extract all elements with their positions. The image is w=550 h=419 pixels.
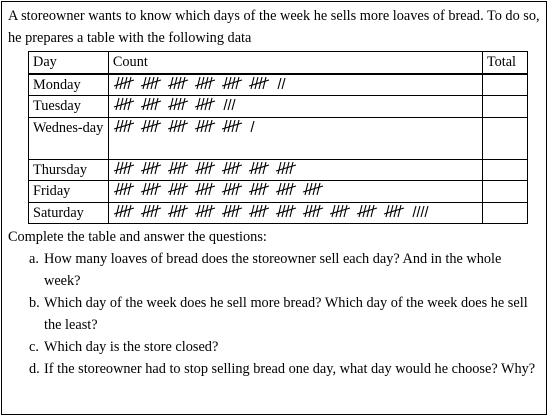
- question-letter: d.: [29, 361, 40, 377]
- question-text: If the storeowner had to stop selling bread one day, what day would he choose? Why?: [44, 361, 536, 377]
- tally-group-of-five: [303, 183, 323, 195]
- tally-group-of-five: [141, 162, 161, 174]
- tally-group-of-five: [141, 120, 161, 132]
- tally-svg: [113, 96, 478, 112]
- tally-group-of-five: [114, 120, 134, 132]
- problem-intro: A storeowner wants to know which days of the week he sells more loaves of bread. To do so, he prepares a table with the following data: [8, 8, 540, 46]
- tally-group-of-five: [276, 205, 296, 217]
- tally-group-of-five: [114, 77, 134, 89]
- tally-svg: [113, 75, 478, 91]
- tally-group-of-five: [141, 205, 161, 217]
- tally-group-of-five: [222, 205, 242, 217]
- tally-marks: [108, 74, 482, 96]
- table-row: [29, 159, 528, 181]
- tally-marks: [108, 181, 482, 203]
- tally-group-of-five: [357, 205, 377, 217]
- tally-group-of-five: [141, 77, 161, 89]
- question-text: How many loaves of bread does the storeowner sell each day? And in the whole week?: [44, 251, 502, 289]
- header-count: Count: [108, 52, 482, 74]
- question-item: [29, 358, 540, 380]
- tally-group-of-five: [114, 205, 134, 217]
- tally-remainder: [224, 99, 235, 110]
- tally-group-of-five: [249, 77, 269, 89]
- question-item: [29, 292, 540, 336]
- tally-group-of-five: [141, 183, 161, 195]
- tally-group-of-five: [195, 205, 215, 217]
- tally-group-of-five: [168, 183, 188, 195]
- tally-group-of-five: [222, 77, 242, 89]
- tally-group-of-five: [168, 98, 188, 110]
- header-day: Day: [29, 52, 109, 74]
- tally-marks: [108, 117, 482, 159]
- question-text: Which day of the week does he sell more bread? Which day of the week does he sell the least?: [44, 295, 528, 333]
- tally-group-of-five: [384, 205, 404, 217]
- tally-group-of-five: [222, 162, 242, 174]
- day-label: Wednes-day: [29, 117, 109, 159]
- tally-svg: [113, 118, 478, 134]
- total-blank[interactable]: [482, 159, 527, 181]
- day-label: Tuesday: [29, 96, 109, 118]
- table-row: [29, 96, 528, 118]
- question-text: Which day is the store closed?: [44, 339, 219, 355]
- tally-remainder: [251, 121, 254, 132]
- day-label: Saturday: [29, 202, 109, 224]
- tally-marks: [108, 202, 482, 224]
- total-blank[interactable]: [482, 117, 527, 159]
- question-letter: c.: [29, 339, 39, 355]
- tally-group-of-five: [114, 162, 134, 174]
- tally-group-of-five: [303, 205, 323, 217]
- day-label: Friday: [29, 181, 109, 203]
- total-blank[interactable]: [482, 74, 527, 96]
- tally-group-of-five: [276, 183, 296, 195]
- question-letter: b.: [29, 295, 40, 311]
- tally-table: [28, 51, 528, 224]
- question-item: [29, 336, 540, 358]
- table-row: [29, 74, 528, 96]
- table-row: [29, 181, 528, 203]
- table-row: [29, 202, 528, 224]
- tally-group-of-five: [249, 205, 269, 217]
- questions-intro: Complete the table and answer the questions:: [8, 229, 267, 245]
- tally-group-of-five: [195, 120, 215, 132]
- tally-group-of-five: [195, 183, 215, 195]
- question-item: [29, 248, 540, 292]
- tally-group-of-five: [222, 183, 242, 195]
- tally-group-of-five: [195, 98, 215, 110]
- tally-group-of-five: [168, 77, 188, 89]
- header-total: Total: [482, 52, 527, 74]
- tally-remainder: [413, 206, 428, 217]
- total-blank[interactable]: [482, 181, 527, 203]
- tally-svg: [113, 181, 478, 197]
- tally-group-of-five: [195, 162, 215, 174]
- table-row: [29, 117, 528, 159]
- tally-group-of-five: [114, 98, 134, 110]
- worksheet: [1, 1, 547, 415]
- tally-group-of-five: [222, 120, 242, 132]
- tally-group-of-five: [114, 183, 134, 195]
- tally-group-of-five: [168, 162, 188, 174]
- tally-group-of-five: [168, 120, 188, 132]
- question-letter: a.: [29, 251, 39, 267]
- day-label: Thursday: [29, 159, 109, 181]
- tally-marks: [108, 96, 482, 118]
- tally-group-of-five: [168, 205, 188, 217]
- tally-group-of-five: [249, 162, 269, 174]
- tally-group-of-five: [249, 183, 269, 195]
- tally-group-of-five: [330, 205, 350, 217]
- tally-svg: [113, 203, 478, 219]
- question-list: [8, 248, 540, 380]
- tally-svg: [113, 160, 478, 176]
- tally-group-of-five: [276, 162, 296, 174]
- day-label: Monday: [29, 74, 109, 96]
- total-blank[interactable]: [482, 96, 527, 118]
- tally-group-of-five: [195, 77, 215, 89]
- tally-group-of-five: [141, 98, 161, 110]
- tally-marks: [108, 159, 482, 181]
- table-header-row: [29, 52, 528, 74]
- tally-remainder: [278, 78, 285, 89]
- total-blank[interactable]: [482, 202, 527, 224]
